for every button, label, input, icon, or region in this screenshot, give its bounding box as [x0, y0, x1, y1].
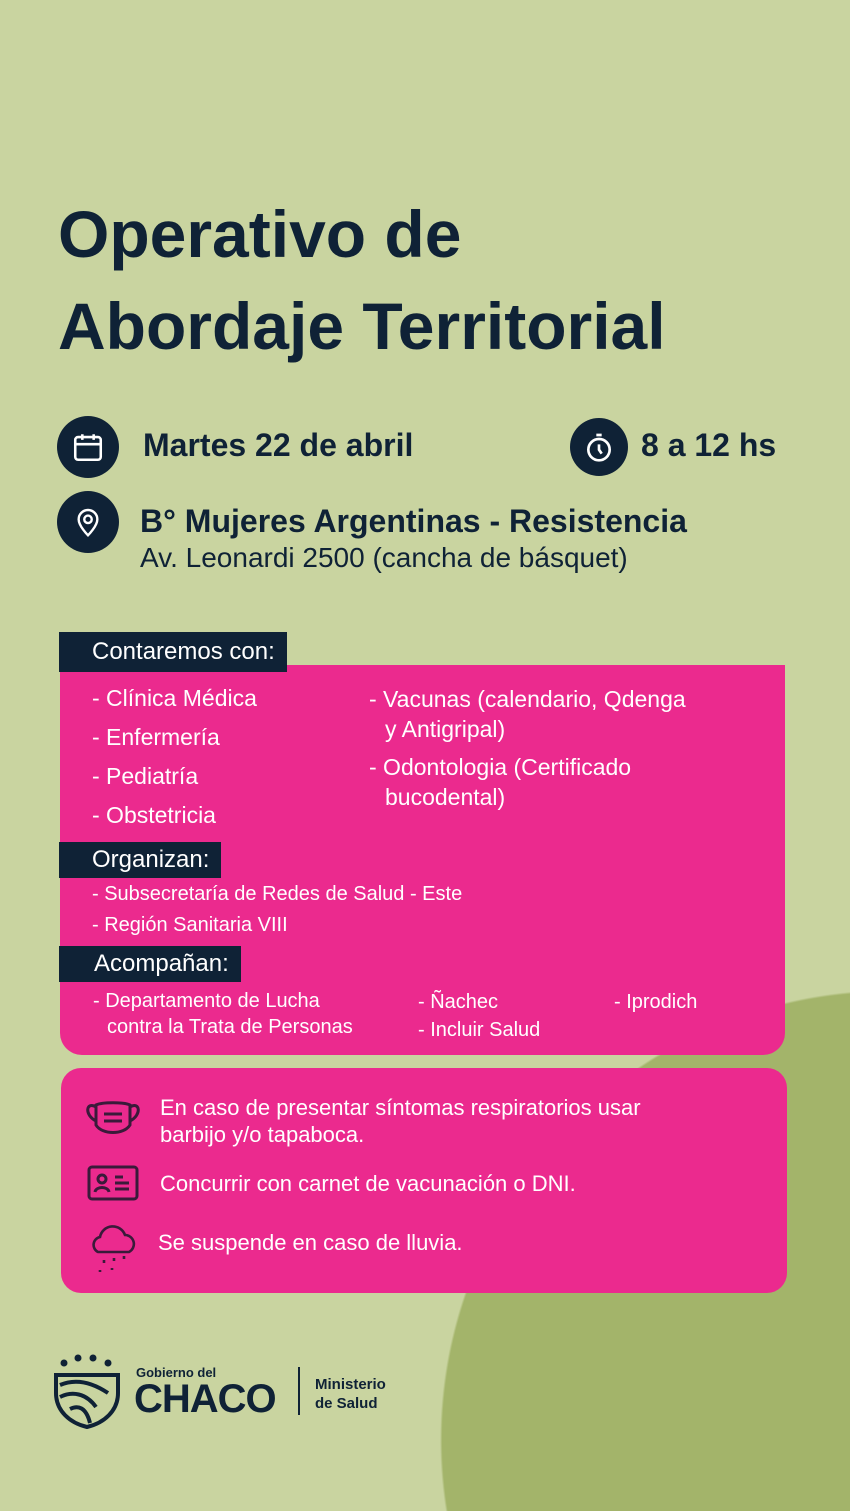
- list-item: - Departamento de Lucha: [93, 990, 320, 1012]
- rain-cloud-icon: [86, 1220, 142, 1276]
- services-heading: Contaremos con:: [59, 632, 287, 672]
- partners-dept: [93, 988, 353, 1040]
- face-mask-icon: [82, 1097, 144, 1145]
- notice-vaccination-card: Concurrir con carnet de vacunación o DNI.: [160, 1171, 576, 1196]
- notice-text: barbijo y/o tapaboca.: [160, 1122, 365, 1147]
- list-item: - Obstetricia: [92, 802, 216, 828]
- logo-divider: [298, 1367, 300, 1415]
- list-item: - Subsecretaría de Redes de Salud - Este: [92, 883, 463, 905]
- organizers-list: [92, 881, 462, 938]
- list-item: - Odontologia (Certificado: [369, 754, 632, 780]
- list-item-cont: bucodental): [385, 784, 506, 810]
- map-pin-icon: [57, 491, 119, 553]
- logo-ministry: [315, 1375, 386, 1413]
- services-left-list: [92, 683, 257, 830]
- title-line-1: Operativo de: [58, 197, 462, 271]
- ministry-line: Ministerio: [315, 1376, 386, 1393]
- ministry-line: de Salud: [315, 1395, 378, 1412]
- stopwatch-icon: [570, 418, 628, 476]
- title-line-2: Abordaje Territorial: [58, 289, 666, 363]
- list-item-cont: contra la Trata de Personas: [107, 1016, 353, 1038]
- event-address: Av. Leonardi 2500 (cancha de básquet): [140, 542, 628, 573]
- event-time: 8 a 12 hs: [641, 427, 777, 463]
- chaco-shield-logo: [52, 1353, 122, 1429]
- notice-mask: [160, 1094, 641, 1148]
- list-item: - Ñachec: [418, 991, 499, 1013]
- organizers-heading: Organizan:: [59, 842, 221, 878]
- notice-text: En caso de presentar síntomas respiratorios usar: [160, 1095, 641, 1120]
- id-card-icon: [87, 1165, 139, 1201]
- page-title: [58, 188, 666, 372]
- list-item: - Enfermería: [92, 724, 220, 750]
- partners-heading: Acompañan:: [59, 946, 241, 982]
- notice-rain: Se suspende en caso de lluvia.: [158, 1230, 463, 1255]
- list-item-cont: y Antigripal): [385, 716, 506, 742]
- list-item: - Clínica Médica: [92, 685, 257, 711]
- event-date: Martes 22 de abril: [143, 427, 414, 463]
- list-item: - Región Sanitaria VIII: [92, 914, 288, 936]
- logo-gobierno-del: Gobierno del: [136, 1365, 217, 1380]
- list-item: - Incluir Salud: [418, 1019, 541, 1041]
- list-item: - Vacunas (calendario, Qdenga: [369, 686, 686, 712]
- logo-chaco: CHACO: [134, 1377, 276, 1421]
- list-item: - Iprodich: [614, 991, 698, 1013]
- services-right-list: [369, 684, 686, 812]
- event-place: B° Mujeres Argentinas - Resistencia: [140, 503, 687, 539]
- list-item: - Pediatría: [92, 763, 199, 789]
- calendar-icon: [57, 416, 119, 478]
